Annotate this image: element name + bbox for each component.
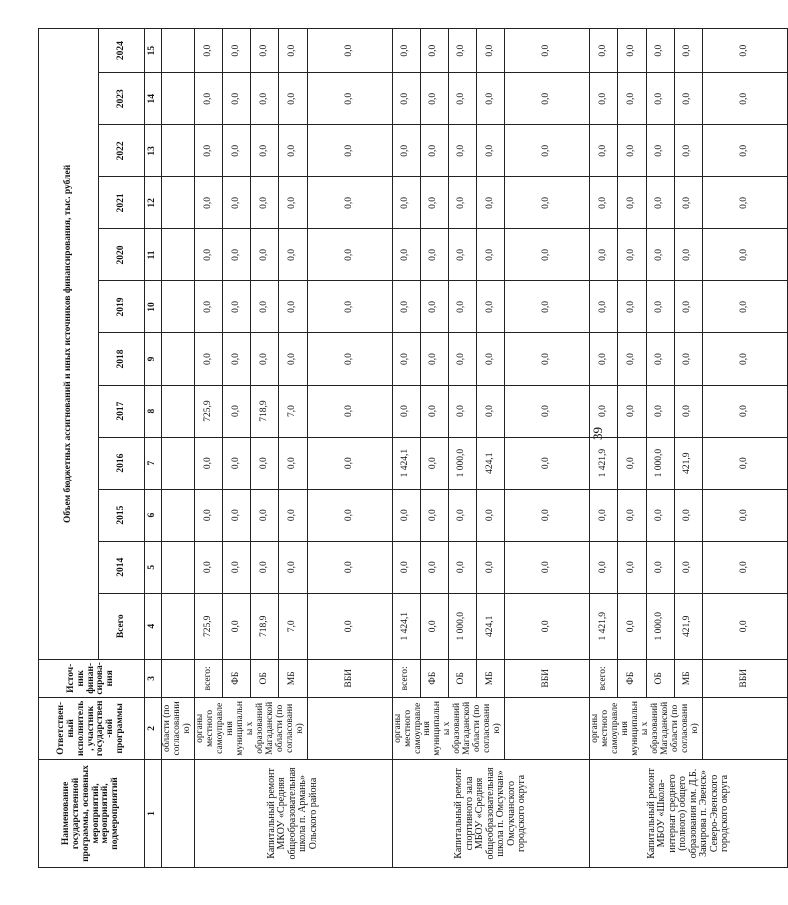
funding-source: ФБ <box>223 659 251 697</box>
responsible-executor: органы местного самоуправле ния муниципальны х образований Магаданской области (по согласовани ю) <box>590 697 703 759</box>
total-value: 0,0 <box>420 593 448 659</box>
year-value: 718,9 <box>251 385 279 437</box>
year-value: 0,0 <box>590 125 618 177</box>
year-value: 0,0 <box>674 541 702 593</box>
year-value: 0,0 <box>307 333 392 385</box>
funding-source: ОБ <box>448 659 476 697</box>
year-value: 0,0 <box>307 229 392 281</box>
year-value: 0,0 <box>702 177 787 229</box>
year-value: 0,0 <box>674 385 702 437</box>
year-value: 0,0 <box>420 541 448 593</box>
header-name: Наименование государственной программы, основных мероприятий, мероприятий, подмероприятий <box>39 759 145 867</box>
year-value: 0,0 <box>279 333 307 385</box>
funding-source: ОБ <box>646 659 674 697</box>
funding-source: МБ <box>674 659 702 697</box>
year-value: 0,0 <box>420 489 448 541</box>
year-value: 0,0 <box>674 489 702 541</box>
year-value: 0,0 <box>702 229 787 281</box>
year-value: 0,0 <box>223 437 251 489</box>
year-value: 0,0 <box>448 489 476 541</box>
column-number: 15 <box>145 29 162 73</box>
year-value: 0,0 <box>477 541 505 593</box>
year-value: 0,0 <box>251 73 279 125</box>
header-year-2021: 2021 <box>99 177 145 229</box>
year-value: 0,0 <box>279 73 307 125</box>
year-value: 0,0 <box>392 125 420 177</box>
table-row <box>307 29 392 868</box>
year-value: 0,0 <box>590 541 618 593</box>
year-value: 0,0 <box>392 281 420 333</box>
year-value: 0,0 <box>392 385 420 437</box>
total-value: 1 000,0 <box>448 593 476 659</box>
year-value: 0,0 <box>194 281 222 333</box>
column-number: 4 <box>145 593 162 659</box>
funding-source: ВБИ <box>307 659 392 697</box>
year-value: 0,0 <box>618 333 646 385</box>
year-value: 0,0 <box>590 29 618 73</box>
year-value: 0,0 <box>223 73 251 125</box>
year-value: 0,0 <box>618 281 646 333</box>
year-value: 0,0 <box>194 489 222 541</box>
year-value: 0,0 <box>251 125 279 177</box>
year-value: 0,0 <box>590 385 618 437</box>
year-value: 0,0 <box>618 385 646 437</box>
year-value: 1 000,0 <box>448 437 476 489</box>
total-value: 7,0 <box>279 593 307 659</box>
year-value: 0,0 <box>194 29 222 73</box>
year-value: 0,0 <box>505 29 590 73</box>
year-value: 0,0 <box>618 177 646 229</box>
year-value: 0,0 <box>392 229 420 281</box>
year-value: 0,0 <box>420 385 448 437</box>
year-value: 0,0 <box>702 333 787 385</box>
funding-source: ВБИ <box>702 659 787 697</box>
year-value: 0,0 <box>448 333 476 385</box>
column-number: 13 <box>145 125 162 177</box>
year-value: 0,0 <box>674 29 702 73</box>
column-number: 3 <box>145 659 162 697</box>
year-value: 0,0 <box>279 29 307 73</box>
total-value: 0,0 <box>505 593 590 659</box>
year-value: 0,0 <box>646 541 674 593</box>
year-value: 0,0 <box>194 541 222 593</box>
year-value: 0,0 <box>674 177 702 229</box>
column-number: 2 <box>145 697 162 759</box>
column-number: 14 <box>145 73 162 125</box>
responsible-executor: органы местного самоуправле ния муниципальны х образований Магаданской области (по согласовани ю) <box>194 697 307 759</box>
year-value: 0,0 <box>477 333 505 385</box>
funding-source: всего: <box>392 659 420 697</box>
year-value: 0,0 <box>618 229 646 281</box>
year-value: 0,0 <box>505 437 590 489</box>
year-value: 7,0 <box>279 385 307 437</box>
header-year-2022: 2022 <box>99 125 145 177</box>
year-value: 0,0 <box>194 333 222 385</box>
header-responsible: Ответствен-ный исполнитель, участник государствен-ной программы <box>39 697 145 759</box>
year-value: 0,0 <box>279 281 307 333</box>
year-value: 0,0 <box>307 29 392 73</box>
year-value: 0,0 <box>420 229 448 281</box>
year-value: 0,0 <box>702 489 787 541</box>
year-value: 0,0 <box>448 125 476 177</box>
year-value: 0,0 <box>223 541 251 593</box>
funding-source: МБ <box>477 659 505 697</box>
year-value: 0,0 <box>307 125 392 177</box>
funding-source: всего: <box>590 659 618 697</box>
year-value: 0,0 <box>674 73 702 125</box>
year-value: 0,0 <box>646 29 674 73</box>
year-value: 0,0 <box>194 125 222 177</box>
header-year-2019: 2019 <box>99 281 145 333</box>
year-value: 0,0 <box>448 29 476 73</box>
funding-source: ФБ <box>618 659 646 697</box>
total-value: 1 424,1 <box>392 593 420 659</box>
total-value: 1 000,0 <box>646 593 674 659</box>
year-value: 0,0 <box>646 385 674 437</box>
year-value: 0,0 <box>223 333 251 385</box>
funding-source: всего: <box>194 659 222 697</box>
header-year-2017: 2017 <box>99 385 145 437</box>
year-value: 1 424,1 <box>392 437 420 489</box>
year-value: 0,0 <box>251 281 279 333</box>
table-row <box>392 29 420 868</box>
year-value: 0,0 <box>646 489 674 541</box>
total-value: 1 421,9 <box>590 593 618 659</box>
header-year-2020: 2020 <box>99 229 145 281</box>
year-value: 0,0 <box>477 385 505 437</box>
page-number: 39 <box>590 427 605 440</box>
column-number: 6 <box>145 489 162 541</box>
table-row <box>590 29 618 868</box>
total-value: 0,0 <box>702 593 787 659</box>
responsible-executor-continued <box>505 697 590 759</box>
year-value: 0,0 <box>279 229 307 281</box>
year-value: 0,0 <box>590 333 618 385</box>
column-number: 8 <box>145 385 162 437</box>
total-value: 424,1 <box>477 593 505 659</box>
year-value: 0,0 <box>505 541 590 593</box>
year-value: 0,0 <box>251 333 279 385</box>
year-value: 0,0 <box>392 73 420 125</box>
total-value: 0,0 <box>307 593 392 659</box>
header-year-2018: 2018 <box>99 333 145 385</box>
year-value: 0,0 <box>590 229 618 281</box>
year-value: 0,0 <box>194 177 222 229</box>
year-value: 0,0 <box>279 437 307 489</box>
header-year-2016: 2016 <box>99 437 145 489</box>
year-value: 0,0 <box>448 541 476 593</box>
continuation-responsible: области (по согласовании ю) <box>162 697 195 759</box>
year-value: 1 000,0 <box>646 437 674 489</box>
year-value: 0,0 <box>223 385 251 437</box>
year-value: 421,9 <box>674 437 702 489</box>
year-value: 0,0 <box>392 29 420 73</box>
year-value: 0,0 <box>702 541 787 593</box>
year-value: 0,0 <box>590 73 618 125</box>
header-source: Источ-ник финан-сирова-ния <box>39 659 145 697</box>
year-value: 0,0 <box>505 385 590 437</box>
year-value: 0,0 <box>307 489 392 541</box>
column-number: 5 <box>145 541 162 593</box>
responsible-executor-continued <box>307 697 392 759</box>
year-value: 1 421,9 <box>590 437 618 489</box>
measure-name: Капитальный ремонт МКОУ «Средняя общеобразовательная школа п. Армань» Ольского района <box>194 759 392 867</box>
year-value: 0,0 <box>392 489 420 541</box>
year-value: 0,0 <box>223 29 251 73</box>
year-value: 0,0 <box>448 281 476 333</box>
header-year-2024: 2024 <box>99 29 145 73</box>
year-value: 0,0 <box>223 229 251 281</box>
year-value: 0,0 <box>505 73 590 125</box>
year-value: 0,0 <box>279 541 307 593</box>
year-value: 0,0 <box>702 125 787 177</box>
year-value: 0,0 <box>674 125 702 177</box>
year-value: 0,0 <box>618 437 646 489</box>
year-value: 0,0 <box>420 177 448 229</box>
year-value: 0,0 <box>194 229 222 281</box>
responsible-executor: органы местного самоуправле ния муниципальны х образований Магаданской области (по согласовани ю) <box>392 697 505 759</box>
year-value: 0,0 <box>674 229 702 281</box>
year-value: 0,0 <box>702 29 787 73</box>
year-value: 0,0 <box>194 73 222 125</box>
year-value: 0,0 <box>646 73 674 125</box>
year-value: 0,0 <box>618 541 646 593</box>
year-value: 0,0 <box>279 125 307 177</box>
year-value: 0,0 <box>251 437 279 489</box>
year-value: 0,0 <box>223 281 251 333</box>
year-value: 0,0 <box>279 489 307 541</box>
year-value: 0,0 <box>307 437 392 489</box>
responsible-executor-continued <box>702 697 787 759</box>
year-value: 0,0 <box>646 333 674 385</box>
year-value: 0,0 <box>251 489 279 541</box>
column-number: 12 <box>145 177 162 229</box>
year-value: 0,0 <box>307 385 392 437</box>
year-value: 0,0 <box>646 229 674 281</box>
column-number: 9 <box>145 333 162 385</box>
year-value: 0,0 <box>505 333 590 385</box>
year-value: 0,0 <box>307 541 392 593</box>
year-value: 0,0 <box>477 281 505 333</box>
header-total: Всего <box>99 593 145 659</box>
year-value: 0,0 <box>702 385 787 437</box>
year-value: 0,0 <box>477 489 505 541</box>
year-value: 0,0 <box>618 125 646 177</box>
column-number: 11 <box>145 229 162 281</box>
year-value: 424,1 <box>477 437 505 489</box>
total-value: 421,9 <box>674 593 702 659</box>
year-value: 0,0 <box>618 29 646 73</box>
year-value: 0,0 <box>251 29 279 73</box>
year-value: 0,0 <box>477 73 505 125</box>
year-value: 0,0 <box>505 281 590 333</box>
year-value: 0,0 <box>477 229 505 281</box>
measure-name: Капитальный ремонт спортивного зала МБОУ «Средняя общеобразовательная школа п. Омсукчан» Омсукчанского городского округа <box>392 759 590 867</box>
year-value: 0,0 <box>223 489 251 541</box>
year-value: 0,0 <box>505 125 590 177</box>
year-value: 0,0 <box>392 177 420 229</box>
financing-table <box>38 28 788 868</box>
year-value: 0,0 <box>618 489 646 541</box>
table-row <box>194 29 222 868</box>
year-value: 0,0 <box>646 125 674 177</box>
year-value: 0,0 <box>223 177 251 229</box>
year-value: 0,0 <box>702 73 787 125</box>
year-value: 0,0 <box>646 281 674 333</box>
year-value: 0,0 <box>420 73 448 125</box>
year-value: 0,0 <box>448 177 476 229</box>
rotated-table-container <box>38 28 749 868</box>
table-row <box>505 29 590 868</box>
continuation-row <box>162 29 195 868</box>
year-value: 0,0 <box>702 281 787 333</box>
year-value: 0,0 <box>505 489 590 541</box>
year-value: 0,0 <box>646 177 674 229</box>
year-value: 0,0 <box>420 281 448 333</box>
year-value: 0,0 <box>590 281 618 333</box>
funding-source: ФБ <box>420 659 448 697</box>
year-value: 0,0 <box>420 437 448 489</box>
year-value: 0,0 <box>223 125 251 177</box>
header-year-2023: 2023 <box>99 73 145 125</box>
year-value: 0,0 <box>251 229 279 281</box>
table-row <box>702 29 787 868</box>
year-value: 0,0 <box>477 29 505 73</box>
year-value: 0,0 <box>251 541 279 593</box>
year-value: 0,0 <box>392 333 420 385</box>
year-value: 0,0 <box>618 73 646 125</box>
funding-source: ВБИ <box>505 659 590 697</box>
year-value: 725,9 <box>194 385 222 437</box>
year-value: 0,0 <box>448 229 476 281</box>
year-value: 0,0 <box>590 177 618 229</box>
header-volume: Объем бюджетных ассигнований и иных источников финансирования, тыс. рублей <box>39 29 99 660</box>
year-value: 0,0 <box>477 177 505 229</box>
year-value: 0,0 <box>279 177 307 229</box>
year-value: 0,0 <box>420 333 448 385</box>
header-year-2015: 2015 <box>99 489 145 541</box>
total-value: 0,0 <box>223 593 251 659</box>
year-value: 0,0 <box>702 437 787 489</box>
year-value: 0,0 <box>392 541 420 593</box>
year-value: 0,0 <box>590 489 618 541</box>
total-value: 718,9 <box>251 593 279 659</box>
funding-source: МБ <box>279 659 307 697</box>
year-value: 0,0 <box>307 73 392 125</box>
column-number: 7 <box>145 437 162 489</box>
year-value: 0,0 <box>674 333 702 385</box>
year-value: 0,0 <box>448 385 476 437</box>
year-value: 0,0 <box>505 177 590 229</box>
year-value: 0,0 <box>448 73 476 125</box>
year-value: 0,0 <box>505 229 590 281</box>
year-value: 0,0 <box>307 281 392 333</box>
year-value: 0,0 <box>194 437 222 489</box>
year-value: 0,0 <box>420 125 448 177</box>
total-value: 0,0 <box>618 593 646 659</box>
column-number: 1 <box>145 759 162 867</box>
year-value: 0,0 <box>477 125 505 177</box>
year-value: 0,0 <box>674 281 702 333</box>
total-value: 725,9 <box>194 593 222 659</box>
header-year-2014: 2014 <box>99 541 145 593</box>
measure-name: Капитальный ремонт МБОУ «Школа-интернат среднего (полного) общего образования им. Д.Б. Закирова п. Эвенск» Северо-Эвенского городского округа <box>590 759 788 867</box>
year-value: 0,0 <box>307 177 392 229</box>
column-number: 10 <box>145 281 162 333</box>
funding-source: ОБ <box>251 659 279 697</box>
year-value: 0,0 <box>420 29 448 73</box>
year-value: 0,0 <box>251 177 279 229</box>
